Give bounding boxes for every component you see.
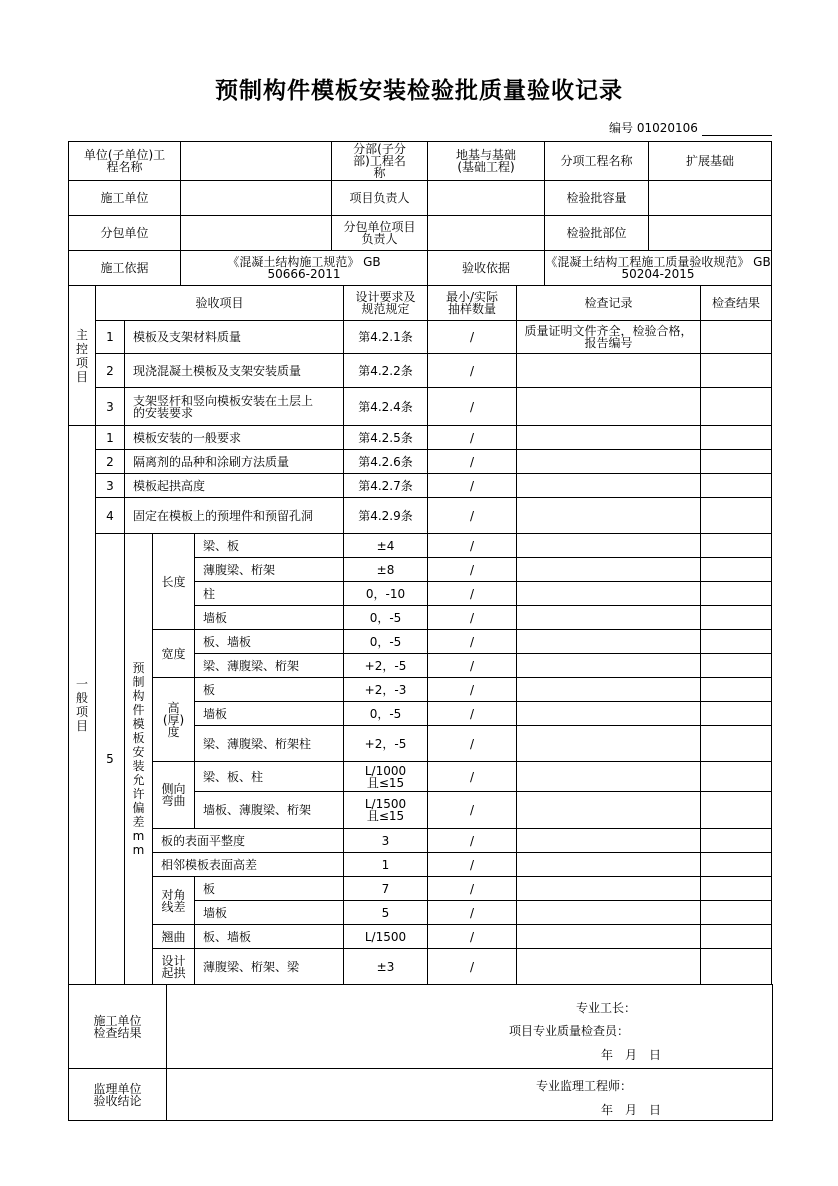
tolerance-result[interactable] [701, 853, 772, 877]
tolerance-sample[interactable]: / [428, 877, 517, 901]
item-record[interactable] [517, 388, 701, 426]
sub-manager-label: 分包单位项目负责人 [332, 216, 428, 251]
contractor-label: 施工单位 [69, 181, 181, 216]
table-row [69, 949, 772, 985]
table-row [69, 251, 772, 286]
foreman-label: 专业工长： [576, 1001, 637, 1015]
construction-basis-value: 《混凝土结构施工规范》 GB 50666-2011 [181, 251, 428, 286]
item-result[interactable] [701, 450, 772, 474]
tolerance-record[interactable] [517, 630, 701, 654]
item5-label [125, 534, 153, 985]
item-no: 2 [96, 450, 125, 474]
table-row [69, 762, 772, 792]
tolerance-design: 0，-5 [344, 606, 428, 630]
division-label: 分部(子分部)工程名称 [332, 142, 428, 181]
item-record[interactable] [517, 354, 701, 388]
tolerance-result[interactable] [701, 829, 772, 853]
item-result[interactable] [701, 426, 772, 450]
manager-label: 项目负责人 [332, 181, 428, 216]
tolerance-design: 7 [344, 877, 428, 901]
tolerance-detail: 柱 [195, 582, 344, 606]
table-row [69, 829, 772, 853]
item-design: 第4.2.1条 [344, 321, 428, 354]
tolerance-design: +2，-5 [344, 654, 428, 678]
table-row [69, 216, 772, 251]
tolerance-detail: 薄腹梁、桁架 [195, 558, 344, 582]
unit-project-field[interactable] [181, 142, 332, 181]
tolerance-detail: 薄腹梁、桁架、梁 [195, 949, 344, 985]
tolerance-detail: 板 [195, 678, 344, 702]
tolerance-detail: 梁、薄腹梁、桁架柱 [195, 726, 344, 762]
inspector-label: 项目专业质量检查员： [509, 1024, 630, 1038]
inspection-table [68, 141, 772, 985]
tolerance-record[interactable] [517, 726, 701, 762]
tolerance-item: 板的表面平整度 [153, 829, 344, 853]
tolerance-group: 翘曲 [153, 925, 195, 949]
supervision-conclusion-field[interactable] [167, 1069, 773, 1121]
table-row [69, 498, 772, 534]
item-record[interactable] [517, 450, 701, 474]
tolerance-detail: 板、墙板 [195, 630, 344, 654]
item-no: 3 [96, 474, 125, 498]
tolerance-design: ±4 [344, 534, 428, 558]
col-sample-header: 最小/实际抽样数量 [428, 286, 517, 321]
tolerance-result[interactable] [701, 792, 772, 829]
contractor-field[interactable] [181, 181, 332, 216]
tolerance-design: 1 [344, 853, 428, 877]
tolerance-result[interactable] [701, 925, 772, 949]
item-name: 隔离剂的品种和涂刷方法质量 [125, 450, 344, 474]
code-underline [702, 123, 772, 136]
tolerance-item: 相邻模板表面高差 [153, 853, 344, 877]
tolerance-sample[interactable]: / [428, 606, 517, 630]
item-no: 4 [96, 498, 125, 534]
table-row [69, 630, 772, 654]
item-sample[interactable]: / [428, 321, 517, 354]
tolerance-sample[interactable]: / [428, 654, 517, 678]
tolerance-detail: 梁、板、柱 [195, 762, 344, 792]
tolerance-record[interactable] [517, 829, 701, 853]
engineer-label: 专业监理工程师： [536, 1079, 633, 1093]
table-row [69, 388, 772, 426]
code-label: 编号 [609, 121, 634, 135]
capacity-field[interactable] [649, 181, 772, 216]
table-row [69, 877, 772, 901]
item-name: 固定在模板上的预埋件和预留孔洞 [125, 498, 344, 534]
tolerance-design: L/1000且≤15 [344, 762, 428, 792]
item5-label-text: 预制构件模板安装允许偏差mm [132, 661, 145, 857]
tolerance-sample[interactable]: / [428, 558, 517, 582]
tolerance-detail: 板、墙板 [195, 925, 344, 949]
item-result[interactable] [701, 474, 772, 498]
tolerance-sample[interactable]: / [428, 829, 517, 853]
tolerance-design: L/1500且≤15 [344, 792, 428, 829]
page-title: 预制构件模板安装检验批质量验收记录 [215, 78, 623, 104]
tolerance-result[interactable] [701, 678, 772, 702]
code-value: 01020106 [636, 121, 698, 135]
table-row [69, 678, 772, 702]
unit-project-label: 单位(子单位)工程名称 [69, 142, 181, 181]
signature-table [68, 984, 773, 1121]
table-row [69, 286, 772, 321]
tolerance-sample[interactable]: / [428, 925, 517, 949]
item-sample[interactable]: / [428, 498, 517, 534]
tolerance-design: 5 [344, 901, 428, 925]
tolerance-result[interactable] [701, 762, 772, 792]
item-no: 2 [96, 354, 125, 388]
item-record[interactable]: 质量证明文件齐全，检验合格，报告编号 [517, 321, 701, 354]
item-result[interactable] [701, 498, 772, 534]
tolerance-sample[interactable]: / [428, 792, 517, 829]
tolerance-record[interactable] [517, 702, 701, 726]
tolerance-group: 高(厚)度 [153, 678, 195, 762]
tolerance-detail: 墙板 [195, 702, 344, 726]
tolerance-group: 宽度 [153, 630, 195, 678]
item-no: 1 [96, 426, 125, 450]
tolerance-group: 侧向弯曲 [153, 762, 195, 829]
item-no: 3 [96, 388, 125, 426]
col-record-header: 检查记录 [517, 286, 701, 321]
record-code [609, 119, 772, 136]
tolerance-result[interactable] [701, 606, 772, 630]
location-field[interactable] [649, 216, 772, 251]
tolerance-sample[interactable]: / [428, 762, 517, 792]
general-items-label-text: 一般项目 [75, 677, 88, 733]
capacity-label: 检验批容量 [545, 181, 649, 216]
tolerance-result[interactable] [701, 630, 772, 654]
col-design-header: 设计要求及规范规定 [344, 286, 428, 321]
tolerance-design: L/1500 [344, 925, 428, 949]
item-record[interactable] [517, 474, 701, 498]
table-row [69, 426, 772, 450]
tolerance-result[interactable] [701, 534, 772, 558]
item-name: 支架竖杆和竖向模板安装在土层上的安装要求 [125, 388, 344, 426]
location-label: 检验批部位 [545, 216, 649, 251]
date-label-1: 年 月 日 [601, 1048, 662, 1062]
item-name: 模板起拱高度 [125, 474, 344, 498]
tolerance-record[interactable] [517, 678, 701, 702]
table-row [69, 925, 772, 949]
tolerance-design: ±8 [344, 558, 428, 582]
item-design: 第4.2.9条 [344, 498, 428, 534]
tolerance-record[interactable] [517, 877, 701, 901]
division-value: 地基与基础(基础工程) [428, 142, 545, 181]
tolerance-group: 对角线差 [153, 877, 195, 925]
item-record[interactable] [517, 498, 701, 534]
tolerance-result[interactable] [701, 901, 772, 925]
tolerance-design: +2，-5 [344, 726, 428, 762]
construction-basis-label: 施工依据 [69, 251, 181, 286]
tolerance-sample[interactable]: / [428, 702, 517, 726]
tolerance-sample[interactable]: / [428, 534, 517, 558]
item-result[interactable] [701, 354, 772, 388]
table-row [69, 534, 772, 558]
tolerance-record[interactable] [517, 792, 701, 829]
item-no: 5 [96, 534, 125, 985]
acceptance-basis-label: 验收依据 [428, 251, 545, 286]
table-row [69, 181, 772, 216]
item-sample[interactable]: / [428, 354, 517, 388]
construction-result-label: 施工单位检查结果 [69, 985, 167, 1069]
construction-result-field[interactable] [167, 985, 773, 1069]
main-control-label [69, 286, 96, 426]
subcontractor-field[interactable] [181, 216, 332, 251]
tolerance-result[interactable] [701, 558, 772, 582]
tolerance-result[interactable] [701, 654, 772, 678]
tolerance-record[interactable] [517, 949, 701, 985]
item-sample[interactable]: / [428, 474, 517, 498]
tolerance-design: 0，-5 [344, 702, 428, 726]
date-label-2: 年 月 日 [601, 1103, 662, 1117]
tolerance-detail: 墙板、薄腹梁、桁架 [195, 792, 344, 829]
tolerance-design: ±3 [344, 949, 428, 985]
col-item-header: 验收项目 [96, 286, 344, 321]
tolerance-detail: 墙板 [195, 901, 344, 925]
tolerance-record[interactable] [517, 582, 701, 606]
acceptance-basis-value: 《混凝土结构工程施工质量验收规范》 GB 50204-2015 [545, 251, 772, 286]
tolerance-sample[interactable]: / [428, 853, 517, 877]
tolerance-group: 长度 [153, 534, 195, 630]
table-row [69, 354, 772, 388]
tolerance-sample[interactable]: / [428, 726, 517, 762]
tolerance-result[interactable] [701, 702, 772, 726]
tolerance-record[interactable] [517, 558, 701, 582]
tolerance-sample[interactable]: / [428, 582, 517, 606]
subitem-label: 分项工程名称 [545, 142, 649, 181]
item-design: 第4.2.5条 [344, 426, 428, 450]
tolerance-detail: 板 [195, 877, 344, 901]
tolerance-detail: 梁、薄腹梁、桁架 [195, 654, 344, 678]
table-row [69, 474, 772, 498]
sub-manager-field[interactable] [428, 216, 545, 251]
tolerance-design: 3 [344, 829, 428, 853]
tolerance-result[interactable] [701, 726, 772, 762]
tolerance-sample[interactable]: / [428, 678, 517, 702]
tolerance-record[interactable] [517, 925, 701, 949]
table-row [69, 853, 772, 877]
item-name: 现浇混凝土模板及支架安装质量 [125, 354, 344, 388]
table-row [69, 321, 772, 354]
tolerance-detail: 梁、板 [195, 534, 344, 558]
item-design: 第4.2.7条 [344, 474, 428, 498]
tolerance-detail: 墙板 [195, 606, 344, 630]
tolerance-result[interactable] [701, 949, 772, 985]
item-name: 模板安装的一般要求 [125, 426, 344, 450]
supervision-conclusion-label: 监理单位验收结论 [69, 1069, 167, 1121]
item-sample[interactable]: / [428, 426, 517, 450]
subcontractor-label: 分包单位 [69, 216, 181, 251]
tolerance-design: 0，-10 [344, 582, 428, 606]
item-name: 模板及支架材料质量 [125, 321, 344, 354]
item-sample[interactable]: / [428, 388, 517, 426]
tolerance-record[interactable] [517, 853, 701, 877]
tolerance-sample[interactable]: / [428, 901, 517, 925]
tolerance-record[interactable] [517, 901, 701, 925]
item-design: 第4.2.4条 [344, 388, 428, 426]
tolerance-group: 设计起拱 [153, 949, 195, 985]
tolerance-result[interactable] [701, 877, 772, 901]
main-control-label-text: 主控项目 [75, 327, 88, 384]
tolerance-sample[interactable]: / [428, 949, 517, 985]
manager-field[interactable] [428, 181, 545, 216]
table-row [69, 450, 772, 474]
subitem-value: 扩展基础 [649, 142, 772, 181]
col-result-header: 检查结果 [701, 286, 772, 321]
item-record[interactable] [517, 426, 701, 450]
tolerance-design: +2，-3 [344, 678, 428, 702]
tolerance-record[interactable] [517, 654, 701, 678]
table-row [69, 142, 772, 181]
tolerance-sample[interactable]: / [428, 630, 517, 654]
item-result[interactable] [701, 388, 772, 426]
tolerance-record[interactable] [517, 762, 701, 792]
tolerance-record[interactable] [517, 534, 701, 558]
tolerance-record[interactable] [517, 606, 701, 630]
item-sample[interactable]: / [428, 450, 517, 474]
tolerance-result[interactable] [701, 582, 772, 606]
general-items-label [69, 426, 96, 985]
item-design: 第4.2.6条 [344, 450, 428, 474]
item-design: 第4.2.2条 [344, 354, 428, 388]
item-result[interactable] [701, 321, 772, 354]
item-no: 1 [96, 321, 125, 354]
tolerance-design: 0，-5 [344, 630, 428, 654]
